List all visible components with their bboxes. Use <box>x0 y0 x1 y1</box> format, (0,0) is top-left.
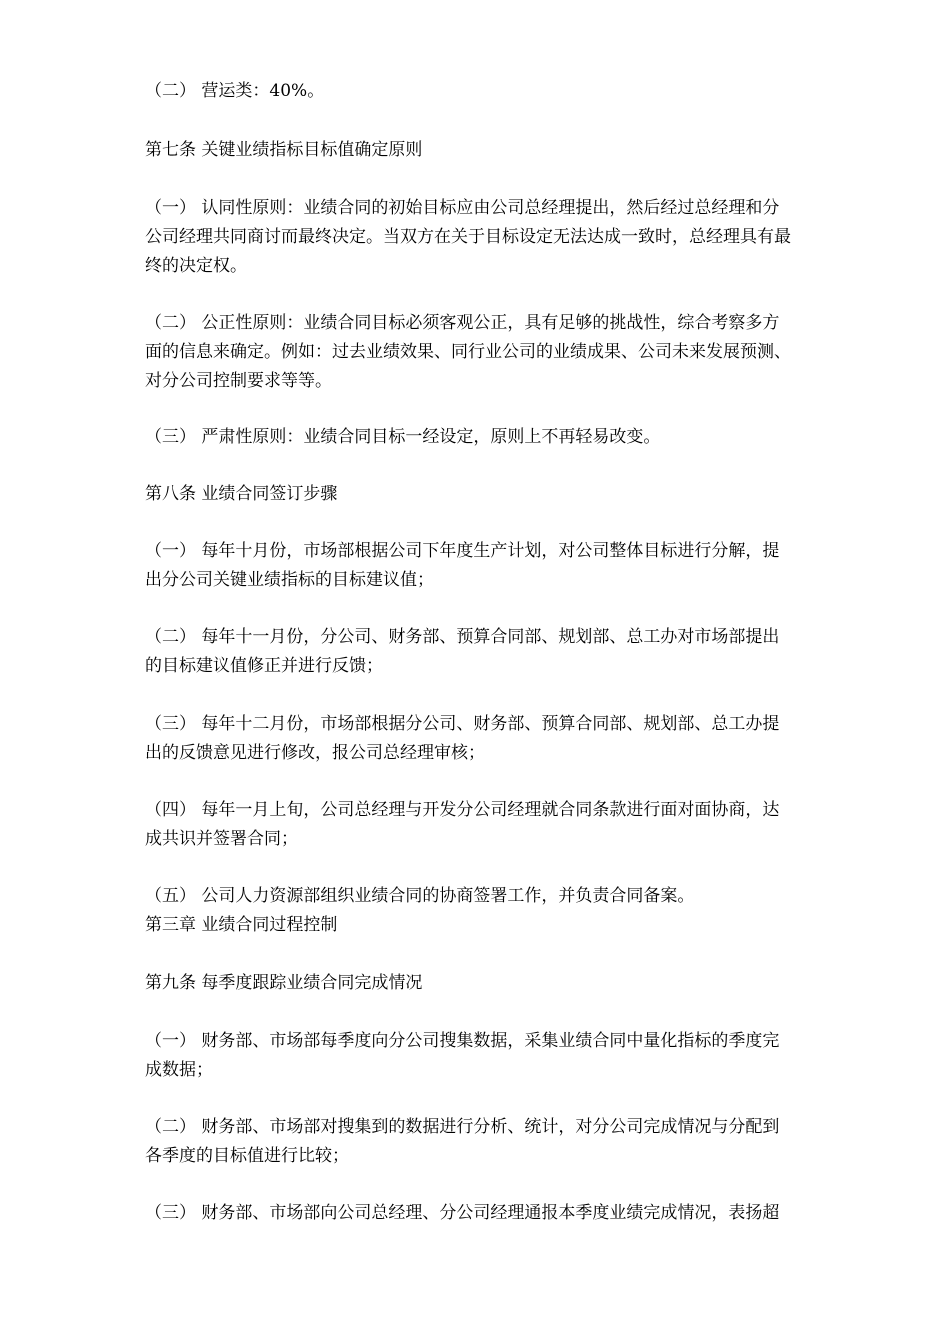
text-line: 的目标建议值修正并进行反馈； <box>145 656 383 676</box>
text-line: （一） 财务部、市场部每季度向分公司搜集数据，采集业绩合同中量化指标的季度完 <box>145 1031 780 1051</box>
text-line: 对分公司控制要求等等。 <box>145 371 332 391</box>
section-heading: 第八条 业绩合同签订步骤 <box>145 484 338 504</box>
text-line: 终的决定权。 <box>145 256 247 276</box>
text-line: （三） 严肃性原则：业绩合同目标一经设定，原则上不再轻易改变。 <box>145 427 661 447</box>
text-line: （三） 财务部、市场部向公司总经理、分公司经理通报本季度业绩完成情况，表扬超 <box>145 1203 780 1223</box>
text-line: 公司经理共同商讨而最终决定。当双方在关于目标设定无法达成一致时，总经理具有最 <box>145 227 791 247</box>
text-line: （一） 每年十月份，市场部根据公司下年度生产计划，对公司整体目标进行分解，提 <box>145 541 780 561</box>
chapter-heading: 第三章 业绩合同过程控制 <box>145 915 338 935</box>
text-line: （三） 每年十二月份，市场部根据分公司、财务部、预算合同部、规划部、总工办提 <box>145 714 780 734</box>
text-line: （五） 公司人力资源部组织业绩合同的协商签署工作，并负责合同备案。 <box>145 886 695 906</box>
text-line: （四） 每年一月上旬，公司总经理与开发分公司经理就合同条款进行面对面协商，达 <box>145 800 780 820</box>
text-line: 出分公司关键业绩指标的目标建议值； <box>145 570 434 590</box>
text-line: 各季度的目标值进行比较； <box>145 1146 349 1166</box>
text-line: （一） 认同性原则：业绩合同的初始目标应由公司总经理提出，然后经过总经理和分 <box>145 198 780 218</box>
text-line: （二） 每年十一月份，分公司、财务部、预算合同部、规划部、总工办对市场部提出 <box>145 627 780 647</box>
section-heading: 第九条 每季度跟踪业绩合同完成情况 <box>145 973 423 993</box>
text-line: 成共识并签署合同； <box>145 829 298 849</box>
text-line: 成数据； <box>145 1060 213 1080</box>
section-heading: 第七条 关键业绩指标目标值确定原则 <box>145 140 423 160</box>
text-line: （二） 营运类：40%。 <box>145 81 325 101</box>
text-line: （二） 公正性原则：业绩合同目标必须客观公正，具有足够的挑战性，综合考察多方 <box>145 313 780 333</box>
text-line: （二） 财务部、市场部对搜集到的数据进行分析、统计，对分公司完成情况与分配到 <box>145 1117 780 1137</box>
text-line: 出的反馈意见进行修改，报公司总经理审核； <box>145 743 485 763</box>
text-line: 面的信息来确定。例如：过去业绩效果、同行业公司的业绩成果、公司未来发展预测、 <box>145 342 791 362</box>
